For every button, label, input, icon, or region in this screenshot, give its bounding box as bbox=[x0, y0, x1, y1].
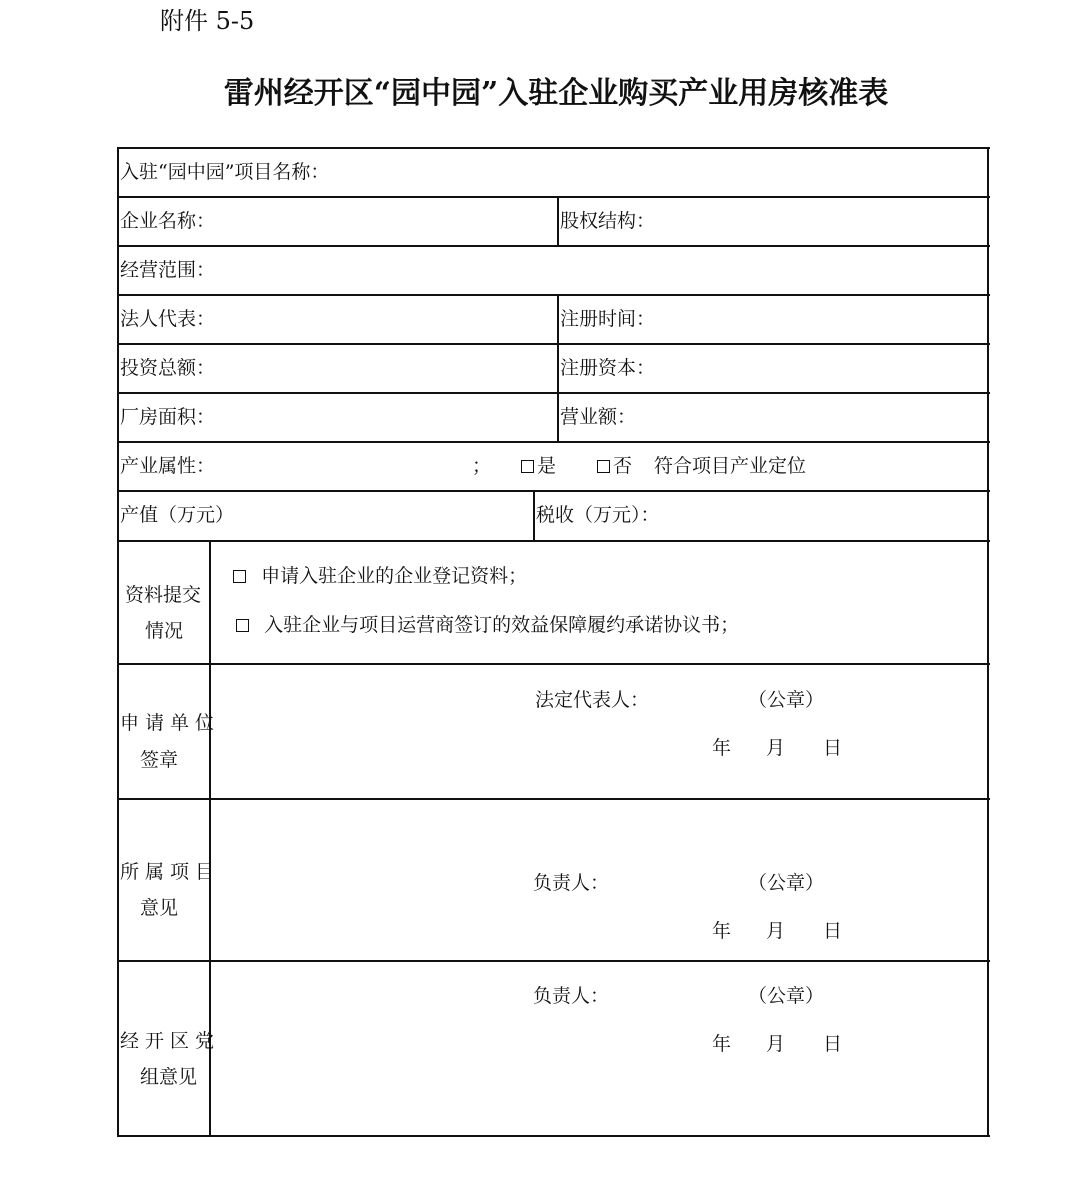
semicolon: ； bbox=[472, 455, 492, 477]
project-opinion-label: 所属项目 bbox=[120, 861, 221, 883]
material-item[interactable]: 申请入驻企业的企业登记资料； bbox=[233, 564, 527, 588]
scope-label: 经营范围： bbox=[120, 259, 216, 281]
year: 年 bbox=[712, 737, 732, 759]
industry-attr-label: 产业属性： bbox=[120, 455, 216, 477]
yes-option[interactable]: 是 bbox=[521, 454, 556, 478]
attachment-number: 附件 5-5 bbox=[160, 7, 255, 35]
month: 月 bbox=[766, 1033, 786, 1055]
checkbox-icon[interactable] bbox=[521, 460, 534, 473]
checkbox-icon[interactable] bbox=[597, 460, 610, 473]
responsible-person: 负责人： bbox=[533, 872, 610, 894]
responsible-person: 负责人： bbox=[533, 985, 610, 1007]
page-title: 雷州经开区“园中园”入驻企业购买产业用房核准表 bbox=[223, 76, 889, 111]
tax-label: 税收（万元）： bbox=[536, 504, 660, 526]
output-value-label: 产值（万元） bbox=[120, 504, 235, 526]
legal-rep-sign: 法定代表人： bbox=[535, 689, 650, 711]
year: 年 bbox=[712, 1033, 732, 1055]
checkbox-icon[interactable] bbox=[236, 619, 249, 632]
material-item[interactable]: 入驻企业与项目运营商签订的效益保障履约承诺协议书； bbox=[236, 613, 739, 637]
fit-label: 符合项目产业定位 bbox=[654, 455, 807, 477]
no-option[interactable]: 否 bbox=[597, 454, 632, 478]
month: 月 bbox=[766, 737, 786, 759]
party-opinion-label: 经开区党 bbox=[120, 1030, 221, 1052]
project-name-label: 入驻“园中园”项目名称： bbox=[120, 161, 330, 183]
checkbox-icon[interactable] bbox=[233, 570, 246, 583]
reg-time-label: 注册时间： bbox=[560, 308, 656, 330]
month: 月 bbox=[766, 920, 786, 942]
applicant-label-2: 签章 bbox=[140, 749, 179, 771]
investment-label: 投资总额： bbox=[120, 357, 216, 379]
year: 年 bbox=[712, 920, 732, 942]
company-name-label: 企业名称： bbox=[120, 210, 216, 232]
seal: （公章） bbox=[748, 872, 825, 894]
day: 日 bbox=[823, 737, 843, 759]
seal: （公章） bbox=[748, 689, 825, 711]
plant-area-label: 厂房面积： bbox=[120, 406, 216, 428]
equity-label: 股权结构： bbox=[560, 210, 656, 232]
materials-label: 资料提交 bbox=[125, 584, 202, 606]
legal-rep-label: 法人代表： bbox=[120, 308, 216, 330]
materials-label-2: 情况 bbox=[145, 620, 184, 642]
applicant-label: 申请单位 bbox=[120, 712, 221, 734]
revenue-label: 营业额： bbox=[560, 406, 637, 428]
day: 日 bbox=[823, 920, 843, 942]
day: 日 bbox=[823, 1033, 843, 1055]
party-opinion-label-2: 组意见 bbox=[140, 1066, 198, 1088]
seal: （公章） bbox=[748, 985, 825, 1007]
reg-capital-label: 注册资本： bbox=[560, 357, 656, 379]
project-opinion-label-2: 意见 bbox=[140, 897, 179, 919]
